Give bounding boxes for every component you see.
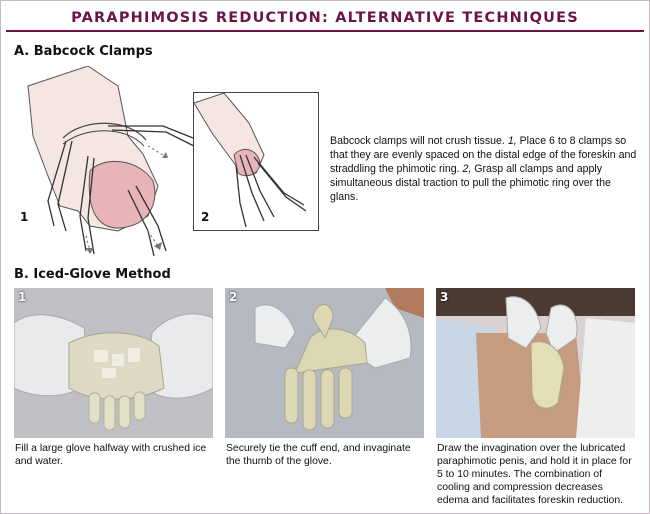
figure-title: PARAPHIMOSIS REDUCTION: ALTERNATIVE TECHNIQUES xyxy=(71,10,579,26)
iced-glove-photo-1 xyxy=(14,288,213,438)
section-a-panel-2-label: 2 xyxy=(201,210,210,224)
iced-glove-photo-2 xyxy=(225,288,424,438)
iced-glove-photo-2-label: 2 xyxy=(229,290,238,304)
section-b-heading: B. Iced-Glove Method xyxy=(14,267,171,282)
iced-glove-caption-1: Fill a large glove halfway with crushed ice and water. xyxy=(15,443,207,467)
babcock-description: Babcock clamps will not crush tissue. 1, Place 6 to 8 clamps so that they are evenly spaced on the distal edge of the foreskin and straddling the phimotic ring. 2, Grasp all clamps and apply simultaneous distal traction to pull the phimotic ring over the glans. xyxy=(330,135,637,203)
iced-glove-photo-3 xyxy=(436,288,635,438)
babcock-illustration-2-box xyxy=(193,92,319,231)
babcock-illustration-2 xyxy=(194,93,318,230)
iced-glove-photo-3-label: 3 xyxy=(440,290,449,304)
iced-glove-caption-2: Securely tie the cuff end, and invaginate the thumb of the glove. xyxy=(226,443,411,467)
babcock-illustration-1 xyxy=(8,66,198,266)
title-rule xyxy=(6,30,644,32)
section-a-panel-1-label: 1 xyxy=(20,210,29,224)
iced-glove-photo-1-label: 1 xyxy=(18,290,27,304)
iced-glove-caption-3: Draw the invagination over the lubricated paraphimotic penis, and hold it in place for 5 to 10 minutes. The combination of cooling and compression decreases edema and facilitates foreskin reduction. xyxy=(437,443,632,506)
section-a-heading: A. Babcock Clamps xyxy=(14,44,153,59)
